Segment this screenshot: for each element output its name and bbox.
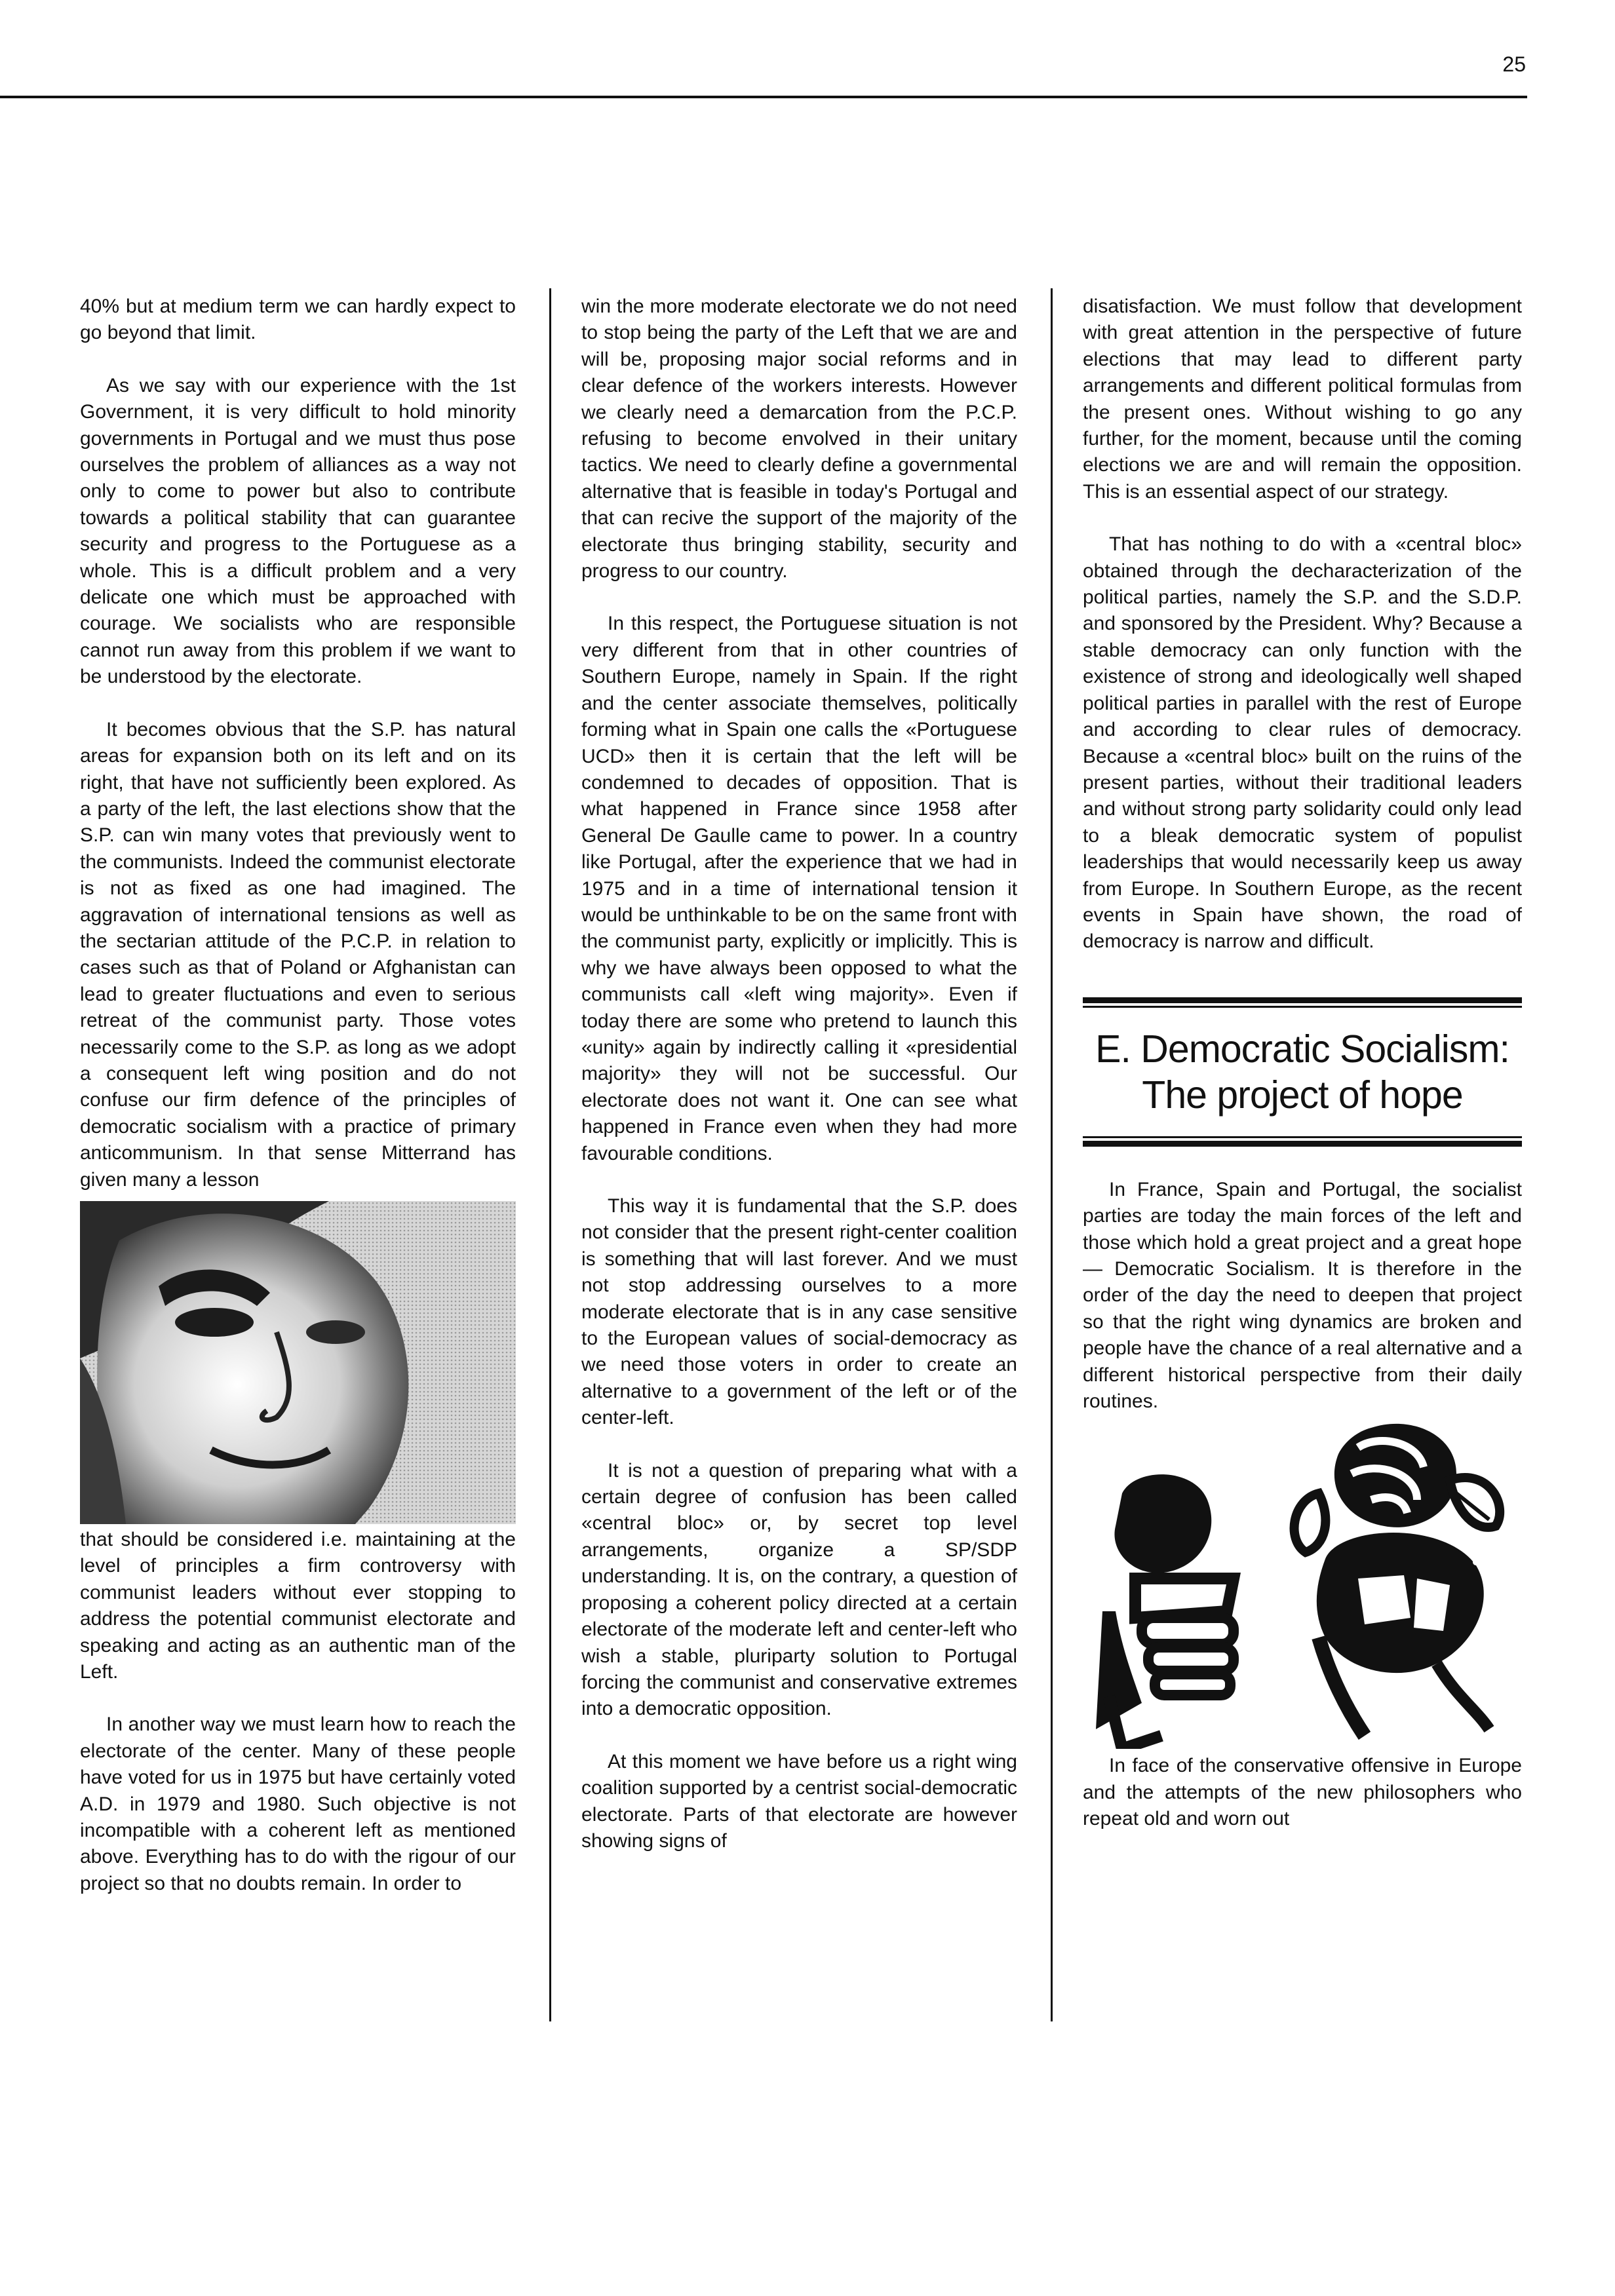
- page-number: 25: [1502, 52, 1526, 76]
- column-divider-1: [549, 288, 551, 2021]
- section-title-line-1: E. Democratic Socialism:: [1095, 1027, 1509, 1071]
- header-rule: [0, 96, 1527, 98]
- paragraph: that should be considered i.e. maintaining at the level of principles a firm controversy with communist leaders without ever stopping to address the potential communist electorate and speaking and acting as an authentic man of the Left.: [80, 1529, 516, 1683]
- paragraph: This way it is fundamental that the S.P. does not consider that the present right-center coalition is something that will last forever. And we must not stop addressing ourselves to a more moderate electorate that is in any case sensitive to the European values of social-democracy as we need those voters in order to create an alternative to a government of the left or of the center-left.: [581, 1195, 1017, 1429]
- section-title: [1083, 1026, 1522, 1118]
- paragraph: It becomes obvious that the S.P. has natural areas for expansion both on its left and on its right, that have not sufficiently been explored. As a party of the left, the last elections show that the S.P. can win many votes that previously went to the communists. Indeed the communist electorate is not as fixed as one had imagined. The aggravation of international tensions as well as the sectarian attitude of the P.C.P. in relation to cases such as that of Poland or Afghanistan can lead to greater fluctuations and even to serious retreat of the communist party. Those votes necessarily come to the S.P. as long as we adopt a consequent left wing position and do not confuse our firm defence of the principles of democratic socialism with a practice of primary anticommunism. In that sense Mitterrand has given many a lesson: [80, 718, 516, 1191]
- portrait-photo: [80, 1201, 516, 1524]
- paragraph: In another way we must learn how to reach the electorate of the center. Many of these people have voted for us in 1975 but have certainly voted A.D. in 1979 and 1980. Such objective is not incompatible with a coherent left as mentioned above. Everything has to do with the rigour of our project so that no doubts remain. In order to: [80, 1713, 516, 1894]
- paragraph: At this moment we have before us a right wing coalition supported by a centrist social-democratic electorate. Parts of that electorate are however showing signs of: [581, 1750, 1017, 1852]
- fist-and-rose-emblem: [1083, 1421, 1522, 1749]
- heading-rule-bottom: [1083, 1141, 1522, 1147]
- column-2: [581, 294, 1017, 1881]
- paragraph: It is not a question of preparing what with a certain degree of confusion has been called «central bloc» or, by secret top level arrangements, organize a SP/SDP understanding. It is, on the contrary, a question of proposing a coherent policy directed at a certain electorate of the moderate left and center-left who wish a stable, pluriparty solution to Portugal forcing the communist and conservative extremes into a democratic opposition.: [581, 1459, 1017, 1720]
- paragraph: win the more moderate electorate we do not need to stop being the party of the Left that we are and will be, proposing major social reforms and in clear defence of the workers interests. However we clearly need a demarcation from the P.C.P. refusing to become envolved in their unitary tactics. We need to clearly define a governmental alternative that is feasible in today's Portugal and that can recive the support of the majority of the electorate thus bringing stability, security and progress to our country.: [581, 296, 1017, 583]
- paragraph: That has nothing to do with a «central bloc» obtained through the decharacterization of the political parties, namely the S.P. and the S.D.P. and sponsored by the President. Why? Because a stable democracy can only function with the existence of strong and ideologically well shaped political parties in parallel with the rest of Europe and according to clear rules of democracy. Because a «central bloc» built on the ruins of the present parties, without their traditional leaders and without strong party solidarity could only lead to a bleak democratic system of populist leaderships that would necessarily keep us away from Europe. In Southern Europe, as the recent events in Spain have shown, the road of democracy is narrow and difficult.: [1083, 533, 1522, 953]
- paragraph: In face of the conservative offensive in Europe and the attempts of the new philosophers who repeat old and worn out: [1083, 1755, 1522, 1830]
- column-3: [1083, 294, 1522, 1859]
- paragraph: 40% but at medium term we can hardly expect to go beyond that limit.: [80, 296, 516, 344]
- column-1: [80, 294, 516, 1923]
- section-title-line-2: The project of hope: [1142, 1073, 1463, 1117]
- paragraph: As we say with our experience with the 1st Government, it is very difficult to hold minority governments in Portugal and we must thus pose ourselves the problem of alliances as a way not only to come to power but also to contribute towards a political stability that can guarantee security and progress to the Portuguese as a whole. This is a difficult problem and a very delicate one which must be approached with courage. We socialists who are responsible cannot run away from this problem if we want to be understood by the electorate.: [80, 374, 516, 688]
- heading-rule-bottom-thin: [1083, 1136, 1522, 1138]
- heading-rule-top-thin: [1083, 1006, 1522, 1008]
- paragraph: In France, Spain and Portugal, the socialist parties are today the main forces of the left and those which hold a great project and a great hope — Democratic Socialism. It is therefore in the order of the day the need to deepen that project so that the right wing dynamics are broken and people have the chance of a real alternative and a different historical perspective from their daily routines.: [1083, 1178, 1522, 1412]
- column-divider-2: [1051, 288, 1053, 2021]
- section-heading: [1083, 997, 1522, 1147]
- heading-rule-top: [1083, 997, 1522, 1003]
- paragraph: disatisfaction. We must follow that development with great attention in the perspective of future elections that may lead to different party arrangements and different political formulas from the present ones. Without wishing to go any further, for the moment, because until the coming elections we are and will remain the opposition. This is an essential aspect of our strategy.: [1083, 296, 1522, 503]
- paragraph: In this respect, the Portuguese situation is not very different from that in other countries of Southern Europe, namely in Spain. If the right and the center associate themselves, politically forming what in Spain one calls the «Portuguese UCD» then it is certain that the left will be condemned to decades of opposition. That is what happened in France since 1958 after General De Gaulle came to power. In a country like Portugal, after the experience that we had in 1975 and in a time of international tension it would be unthinkable to be on the same front with the communist party, explicitly or implicitly. This is why we have always been opposed to what the communists call «left wing majority». Even if today there are some who pretend to launch this «unity» again by indirectly calling it «presidential majority» they will not be successful. Our electorate does not want it. One can see what happened in France even when they had more favourable conditions.: [581, 613, 1017, 1164]
